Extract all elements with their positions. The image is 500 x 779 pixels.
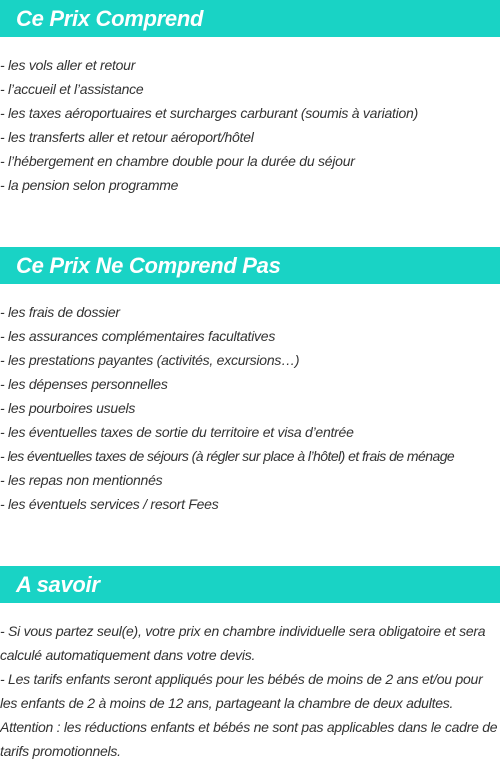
list-item: - les dépenses personnelles xyxy=(0,376,168,392)
list-item: - les repas non mentionnés xyxy=(0,472,163,488)
info-paragraph: - Si vous partez seul(e), votre prix en chambre individuelle sera obligatoire et sera calculé automatiquement dans votre devis. xyxy=(0,623,486,663)
section-info xyxy=(0,566,500,763)
section-title-excludes: Ce Prix Ne Comprend Pas xyxy=(16,252,281,278)
list-item: - l’hébergement en chambre double pour la durée du séjour xyxy=(0,153,355,169)
list-item: - l’accueil et l’assistance xyxy=(0,81,144,97)
includes-list xyxy=(0,53,500,197)
list-item: - les éventuelles taxes de séjours (à régler sur place à l’hôtel) et frais de ménage xyxy=(0,448,455,464)
section-title-includes: Ce Prix Comprend xyxy=(16,5,204,31)
section-includes xyxy=(0,0,500,197)
list-item: - les transferts aller et retour aéroport/hôtel xyxy=(0,129,254,145)
section-header-includes xyxy=(0,0,500,37)
list-item: - la pension selon programme xyxy=(0,177,179,193)
info-body xyxy=(0,619,500,763)
list-item: - les éventuels services / resort Fees xyxy=(0,496,219,512)
excludes-list xyxy=(0,300,500,516)
info-paragraph: - Les tarifs enfants seront appliqués pour les bébés de moins de 2 ans et/ou pour les enfants de 2 à moins de 12 ans, partageant la chambre de deux adultes. xyxy=(0,671,483,711)
section-title-info: A savoir xyxy=(16,571,100,597)
list-item: - les assurances complémentaires facultatives xyxy=(0,328,276,344)
section-header-info xyxy=(0,566,500,603)
list-item: - les pourboires usuels xyxy=(0,400,136,416)
info-paragraph: Attention : les réductions enfants et bébés ne sont pas applicables dans le cadre de tarifs promotionnels. xyxy=(0,719,498,759)
list-item: - les prestations payantes (activités, excursions…) xyxy=(0,352,300,368)
section-excludes xyxy=(0,247,500,516)
section-header-excludes xyxy=(0,247,500,284)
list-item: - les taxes aéroportuaires et surcharges carburant (soumis à variation) xyxy=(0,105,418,121)
list-item: - les vols aller et retour xyxy=(0,57,136,73)
list-item: - les frais de dossier xyxy=(0,304,120,320)
list-item: - les éventuelles taxes de sortie du territoire et visa d’entrée xyxy=(0,424,354,440)
